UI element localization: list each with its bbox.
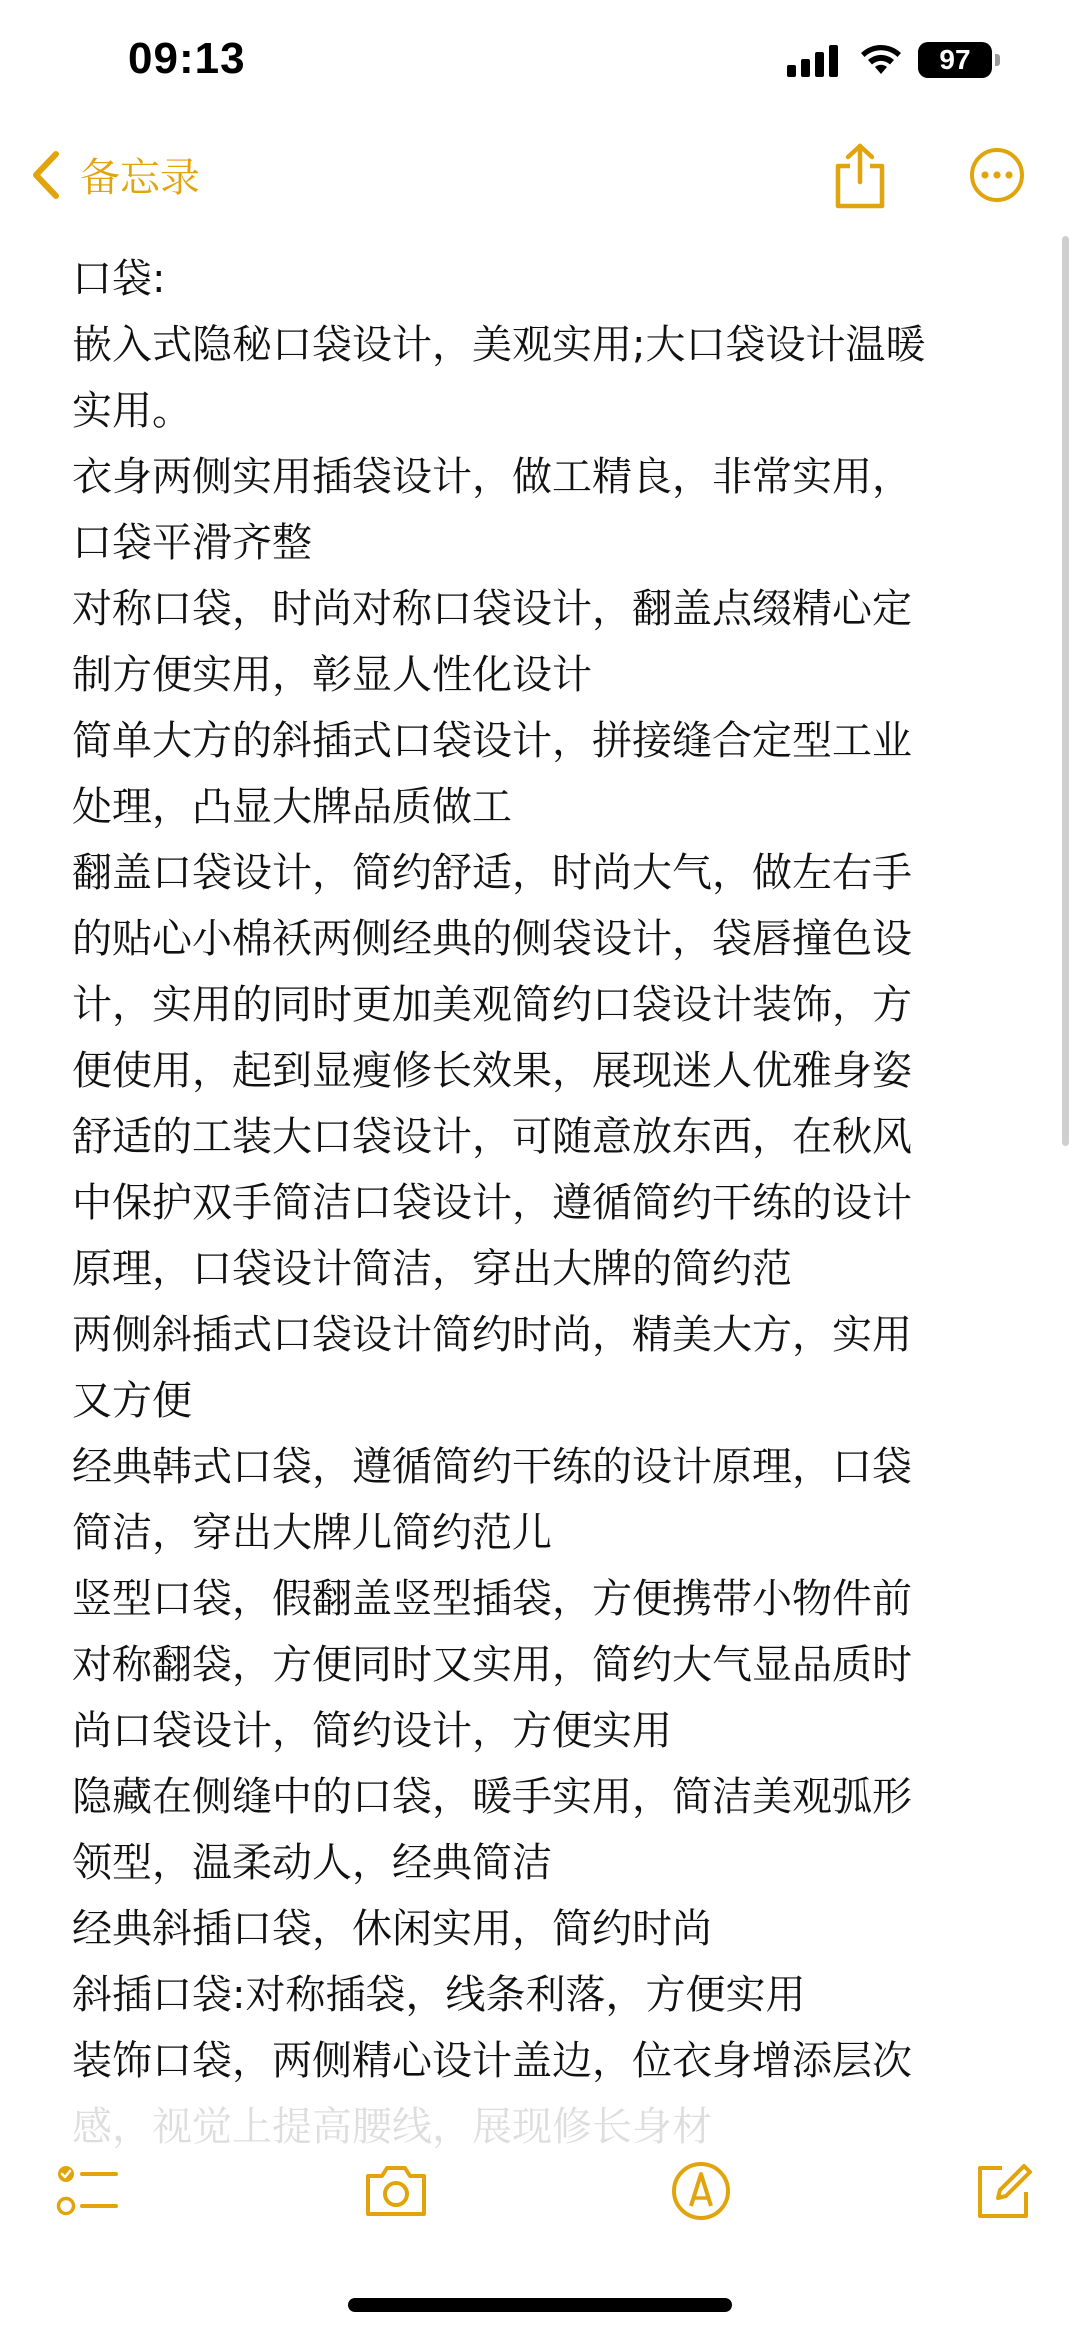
note-line: 实用。 xyxy=(72,388,192,434)
home-indicator[interactable] xyxy=(348,2298,732,2312)
note-line: 对称翻袋，方便同时又实用，简约大气显品质时 xyxy=(72,1642,912,1688)
note-line: 装饰口袋，两侧精心设计盖边，位衣身增添层次 xyxy=(72,2038,912,2084)
note-line: 斜插口袋:对称插袋，线条利落，方便实用 xyxy=(72,1972,806,2018)
note-line: 两侧斜插式口袋设计简约时尚，精美大方，实用 xyxy=(72,1312,912,1358)
status-bar xyxy=(0,0,1080,130)
note-line: 简单大方的斜插式口袋设计，拼接缝合定型工业 xyxy=(72,718,912,764)
back-label: 备忘录 xyxy=(80,155,200,201)
note-line: 隐藏在侧缝中的口袋，暖手实用，简洁美观弧形 xyxy=(72,1774,912,1820)
note-line: 又方便 xyxy=(72,1378,192,1424)
more-icon[interactable] xyxy=(968,146,1026,204)
note-line: 简洁，穿出大牌儿简约范儿 xyxy=(72,1510,552,1556)
note-line: 原理，口袋设计简洁，穿出大牌的简约范 xyxy=(72,1246,792,1292)
status-indicators xyxy=(787,42,1000,78)
note-line: 中保护双手简洁口袋设计，遵循简约干练的设计 xyxy=(72,1180,912,1226)
markup-icon[interactable] xyxy=(670,2160,732,2222)
compose-icon[interactable] xyxy=(972,2160,1034,2222)
bottom-toolbar xyxy=(0,2150,1080,2240)
note-line: 尚口袋设计，简约设计，方便实用 xyxy=(72,1708,672,1754)
battery-icon xyxy=(918,42,1000,78)
wifi-icon xyxy=(858,43,904,77)
status-time: 09:13 xyxy=(128,34,246,83)
note-line: 对称口袋，时尚对称口袋设计，翻盖点缀精心定 xyxy=(72,586,912,632)
camera-icon[interactable] xyxy=(362,2160,430,2220)
signal-icon xyxy=(787,43,838,77)
note-line: 处理，凸显大牌品质做工 xyxy=(72,784,512,830)
scrollbar[interactable] xyxy=(1062,236,1069,1146)
nav-bar xyxy=(0,130,1080,230)
note-line: 衣身两侧实用插袋设计，做工精良，非常实用， xyxy=(72,454,912,500)
note-line: 竖型口袋，假翻盖竖型插袋，方便携带小物件前 xyxy=(72,1576,912,1622)
note-line: 口袋: xyxy=(72,256,166,302)
note-line: 的贴心小棉袄两侧经典的侧袋设计，袋唇撞色设 xyxy=(72,916,912,962)
chevron-left-icon xyxy=(30,148,62,202)
note-line: 翻盖口袋设计，简约舒适，时尚大气，做左右手 xyxy=(72,850,912,896)
back-button[interactable] xyxy=(30,146,200,203)
battery-level: 97 xyxy=(918,42,992,78)
note-line: 舒适的工装大口袋设计，可随意放东西，在秋风 xyxy=(72,1114,912,1160)
note-line: 经典斜插口袋，休闲实用，简约时尚 xyxy=(72,1906,712,1952)
note-line: 制方便实用，彰显人性化设计 xyxy=(72,652,592,698)
note-body[interactable] xyxy=(72,246,1012,2116)
note-line: 计，实用的同时更加美观简约口袋设计装饰，方 xyxy=(72,982,912,1028)
share-icon[interactable] xyxy=(830,142,890,210)
note-line: 便使用，起到显瘦修长效果，展现迷人优雅身姿 xyxy=(72,1048,912,1094)
note-line: 经典韩式口袋，遵循简约干练的设计原理，口袋 xyxy=(72,1444,912,1490)
battery-tip xyxy=(995,54,1000,66)
checklist-icon[interactable] xyxy=(56,2160,120,2224)
note-line: 领型，温柔动人，经典简洁 xyxy=(72,1840,552,1886)
note-line: 嵌入式隐秘口袋设计，美观实用;大口袋设计温暖 xyxy=(72,322,926,368)
note-line: 口袋平滑齐整 xyxy=(72,520,312,566)
